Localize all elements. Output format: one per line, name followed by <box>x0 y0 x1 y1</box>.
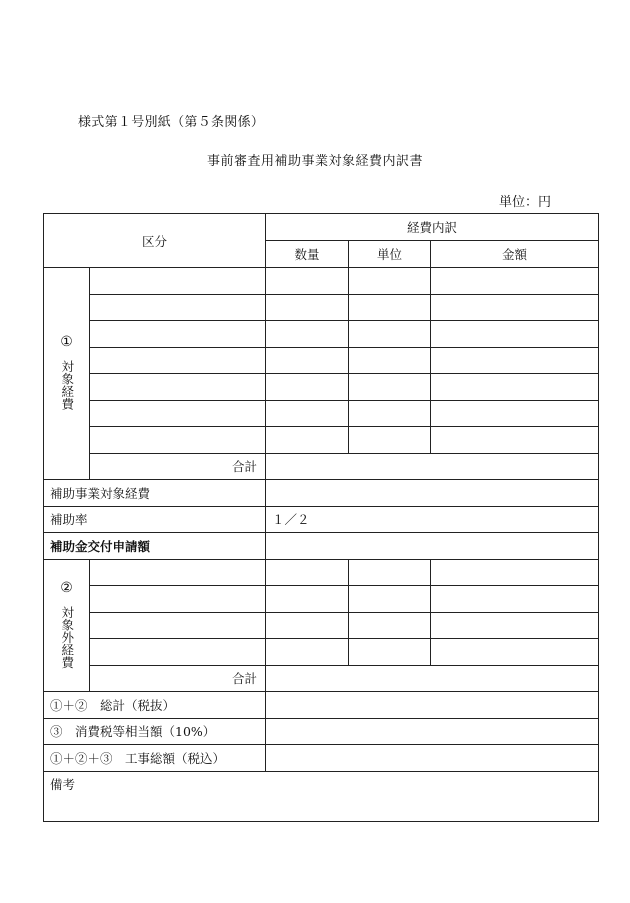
covered-row <box>44 427 599 454</box>
non-covered-quantity-cell[interactable] <box>266 559 349 586</box>
non-covered-amount-cell[interactable] <box>431 639 599 666</box>
subsidy-rate-value: １／２ <box>266 506 599 533</box>
non-covered-item-cell[interactable] <box>90 586 266 613</box>
remarks-label: 備考 <box>50 776 76 792</box>
covered-subtotal-label: 合計 <box>90 453 266 480</box>
application-amount-label: 補助金交付申請額 <box>44 533 266 560</box>
covered-label: 対象経費 <box>59 360 75 410</box>
non-covered-label: 対象外経費 <box>59 605 75 668</box>
non-covered-subtotal-label: 合計 <box>90 665 266 692</box>
non-covered-quantity-cell[interactable] <box>266 612 349 639</box>
unit-header: 単位 <box>349 241 431 268</box>
remarks-field[interactable] <box>44 771 599 821</box>
covered-item-cell[interactable] <box>90 347 266 374</box>
covered-item-cell[interactable] <box>90 400 266 427</box>
covered-amount-cell[interactable] <box>431 268 599 295</box>
non-covered-amount-cell[interactable] <box>431 586 599 613</box>
total-incl-tax-row <box>44 745 599 772</box>
covered-amount-cell[interactable] <box>431 294 599 321</box>
non-covered-quantity-cell[interactable] <box>266 586 349 613</box>
total-incl-tax-value[interactable] <box>266 745 599 772</box>
covered-quantity-cell[interactable] <box>266 427 349 454</box>
total-excl-tax-label: ①＋② 総計（税抜） <box>44 692 266 719</box>
covered-item-cell[interactable] <box>90 294 266 321</box>
covered-row <box>44 321 599 348</box>
covered-row <box>44 400 599 427</box>
remarks-row <box>44 771 599 821</box>
non-covered-amount-cell[interactable] <box>431 559 599 586</box>
covered-item-cell[interactable] <box>90 268 266 295</box>
eligible-cost-label: 補助事業対象経費 <box>44 480 266 507</box>
non-covered-row <box>44 639 599 666</box>
non-covered-unit-cell[interactable] <box>349 586 431 613</box>
quantity-header: 数量 <box>266 241 349 268</box>
non-covered-unit-cell[interactable] <box>349 612 431 639</box>
covered-row <box>44 347 599 374</box>
document-title: 事前審査用補助事業対象経費内訳書 <box>206 154 423 169</box>
covered-amount-cell[interactable] <box>431 347 599 374</box>
covered-quantity-cell[interactable] <box>266 321 349 348</box>
unit-label: 単位：円 <box>499 195 552 210</box>
non-covered-unit-cell[interactable] <box>349 639 431 666</box>
covered-amount-cell[interactable] <box>431 400 599 427</box>
covered-unit-cell[interactable] <box>349 294 431 321</box>
covered-unit-cell[interactable] <box>349 374 431 401</box>
total-incl-tax-label: ①＋②＋③ 工事総額（税込） <box>44 745 266 772</box>
covered-unit-cell[interactable] <box>349 400 431 427</box>
breakdown-header: 経費内訳 <box>266 214 599 241</box>
cost-breakdown-table <box>43 213 599 822</box>
non-covered-item-cell[interactable] <box>90 559 266 586</box>
covered-marker: ① <box>60 334 73 350</box>
covered-item-cell[interactable] <box>90 321 266 348</box>
covered-item-cell[interactable] <box>90 374 266 401</box>
eligible-cost-value[interactable] <box>266 480 599 507</box>
covered-row <box>44 374 599 401</box>
non-covered-subtotal-value[interactable] <box>266 665 599 692</box>
non-covered-row <box>44 612 599 639</box>
form-number: 様式第１号別紙（第５条関係） <box>78 115 265 130</box>
consumption-tax-row <box>44 718 599 745</box>
covered-subtotal-value[interactable] <box>266 453 599 480</box>
non-covered-row <box>44 586 599 613</box>
non-covered-quantity-cell[interactable] <box>266 639 349 666</box>
covered-amount-cell[interactable] <box>431 374 599 401</box>
covered-quantity-cell[interactable] <box>266 268 349 295</box>
non-covered-item-cell[interactable] <box>90 612 266 639</box>
application-amount-value[interactable] <box>266 533 599 560</box>
non-covered-unit-cell[interactable] <box>349 559 431 586</box>
covered-row <box>44 294 599 321</box>
non-covered-amount-cell[interactable] <box>431 612 599 639</box>
covered-amount-cell[interactable] <box>431 427 599 454</box>
amount-header: 金額 <box>431 241 599 268</box>
covered-quantity-cell[interactable] <box>266 294 349 321</box>
covered-row <box>44 268 599 295</box>
covered-quantity-cell[interactable] <box>266 374 349 401</box>
covered-quantity-cell[interactable] <box>266 347 349 374</box>
covered-subtotal-row <box>44 453 599 480</box>
subsidy-rate-row <box>44 506 599 533</box>
total-excl-tax-value[interactable] <box>266 692 599 719</box>
header-row <box>44 214 599 241</box>
covered-group-label <box>44 268 90 480</box>
eligible-cost-row <box>44 480 599 507</box>
consumption-tax-label: ③ 消費税等相当額（10%） <box>44 718 266 745</box>
non-covered-item-cell[interactable] <box>90 639 266 666</box>
covered-quantity-cell[interactable] <box>266 400 349 427</box>
covered-unit-cell[interactable] <box>349 347 431 374</box>
non-covered-row <box>44 559 599 586</box>
total-excl-tax-row <box>44 692 599 719</box>
category-header: 区分 <box>44 214 266 268</box>
non-covered-subtotal-row <box>44 665 599 692</box>
covered-unit-cell[interactable] <box>349 268 431 295</box>
covered-amount-cell[interactable] <box>431 321 599 348</box>
covered-unit-cell[interactable] <box>349 321 431 348</box>
non-covered-group-label <box>44 559 90 692</box>
subsidy-rate-label: 補助率 <box>44 506 266 533</box>
application-amount-row <box>44 533 599 560</box>
consumption-tax-value[interactable] <box>266 718 599 745</box>
covered-unit-cell[interactable] <box>349 427 431 454</box>
non-covered-marker: ② <box>60 579 73 596</box>
covered-item-cell[interactable] <box>90 427 266 454</box>
